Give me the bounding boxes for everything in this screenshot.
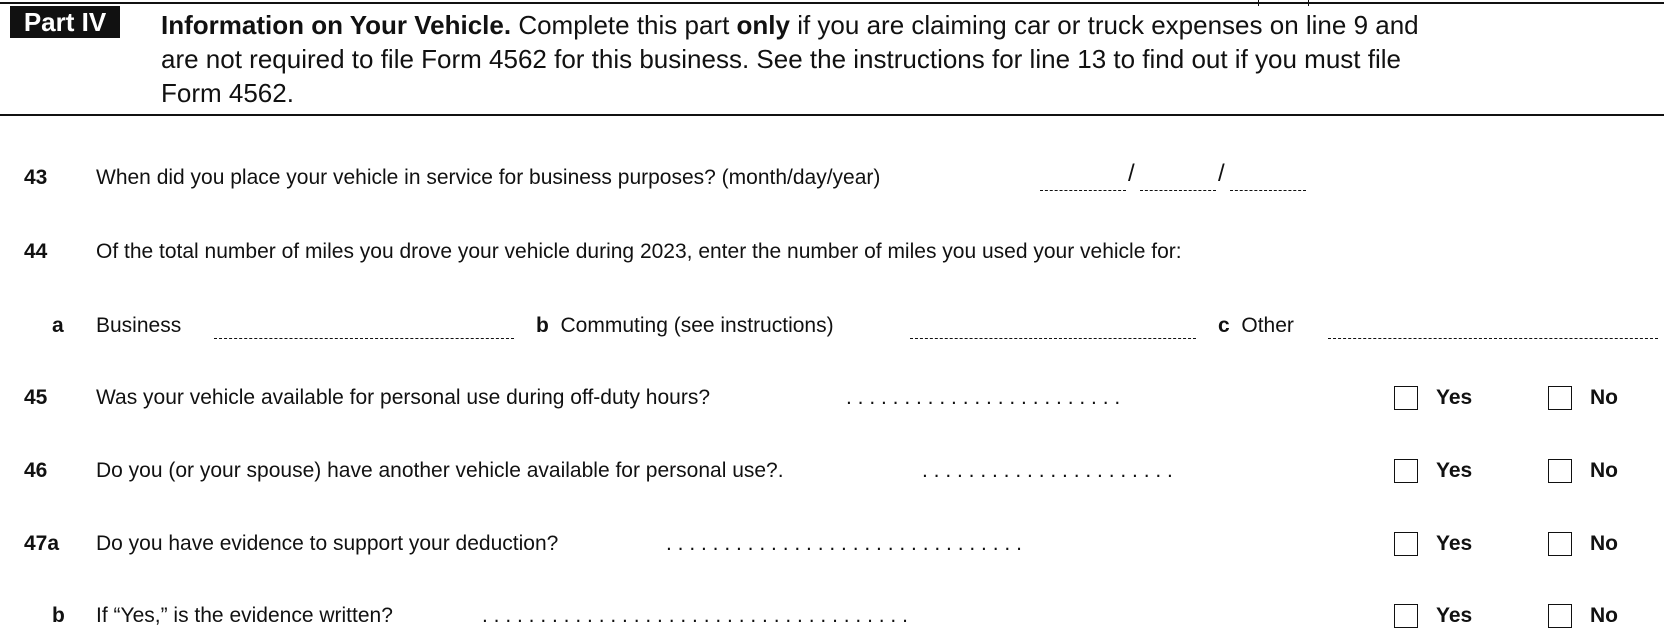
leader-dots: . . . . . . . . . . . . . . . . . . . . . . . . . . . . . . . [666,532,1022,555]
header-text-2: if you are claiming car or truck expenses on line 9 and [789,10,1419,40]
no-checkbox[interactable] [1548,532,1572,556]
question-text: Do you have evidence to support your deduction? [96,532,559,555]
business-label: Business [96,314,182,337]
commuting-miles-field[interactable] [910,338,1196,339]
yes-label: Yes [1436,532,1473,555]
part-instructions [161,8,1651,110]
no-checkbox[interactable] [1548,604,1572,628]
top-rule [0,2,1664,4]
yes-checkbox[interactable] [1394,604,1418,628]
line-44 [0,232,1664,272]
line-number: 47a [24,532,60,555]
no-checkbox[interactable] [1548,459,1572,483]
no-label: No [1590,532,1618,555]
leader-dots: . . . . . . . . . . . . . . . . . . . . . . . . [846,386,1121,409]
other-label: Other [1241,314,1294,337]
other-miles-field[interactable] [1328,338,1658,339]
header-text-1: Complete this part [511,10,737,40]
year-field[interactable] [1230,190,1306,191]
line-number: 45 [24,386,48,409]
business-miles-field[interactable] [214,338,514,339]
yes-checkbox[interactable] [1394,386,1418,410]
header-line-2: are not required to file Form 4562 for this business. See the instructions for line 13 to find out if you must file [161,44,1401,74]
other-label-group [1218,314,1294,338]
question-text: Of the total number of miles you drove your vehicle during 2023, enter the number of miles you used your vehicle for: [96,240,1182,263]
part-header [0,6,1664,116]
line-47a [0,524,1664,564]
line-number: 44 [24,240,48,263]
day-field[interactable] [1140,190,1216,191]
yes-checkbox[interactable] [1394,459,1418,483]
line-letter: a [52,314,64,337]
date-separator: / [1218,160,1225,187]
top-border [0,0,1664,4]
line-letter: b [52,604,65,627]
header-only: only [736,10,790,40]
line-number: 43 [24,166,48,189]
yes-label: Yes [1436,386,1473,409]
header-line-3: Form 4562. [161,78,294,108]
question-text: When did you place your vehicle in service for business purposes? (month/day/year) [96,166,881,189]
no-checkbox[interactable] [1548,386,1572,410]
line-number: 46 [24,459,48,482]
line-46 [0,451,1664,491]
yes-label: Yes [1436,604,1473,627]
leader-dots: . . . . . . . . . . . . . . . . . . . . . . . . . . . . . . . . . . . . . [482,604,908,627]
question-text: Was your vehicle available for personal use during off-duty hours? [96,386,711,409]
line-43 [0,158,1664,198]
date-separator: / [1128,160,1135,187]
no-label: No [1590,459,1618,482]
question-text: Do you (or your spouse) have another vehicle available for personal use?. [96,459,784,482]
line-44-miles [0,306,1664,346]
yes-label: Yes [1436,459,1473,482]
part-title: Information on Your Vehicle. [161,10,512,40]
month-field[interactable] [1040,190,1126,191]
question-text: If “Yes,” is the evidence written? [96,604,393,627]
commuting-label-group [536,314,834,338]
line-45 [0,378,1664,418]
part-label: Part IV [10,6,120,38]
leader-dots: . . . . . . . . . . . . . . . . . . . . . . [922,459,1173,482]
commuting-label: Commuting (see instructions) [560,314,834,337]
line-47b [0,596,1664,636]
line-letter: b [536,314,549,337]
no-label: No [1590,604,1618,627]
no-label: No [1590,386,1618,409]
yes-checkbox[interactable] [1394,532,1418,556]
line-letter: c [1218,314,1230,337]
